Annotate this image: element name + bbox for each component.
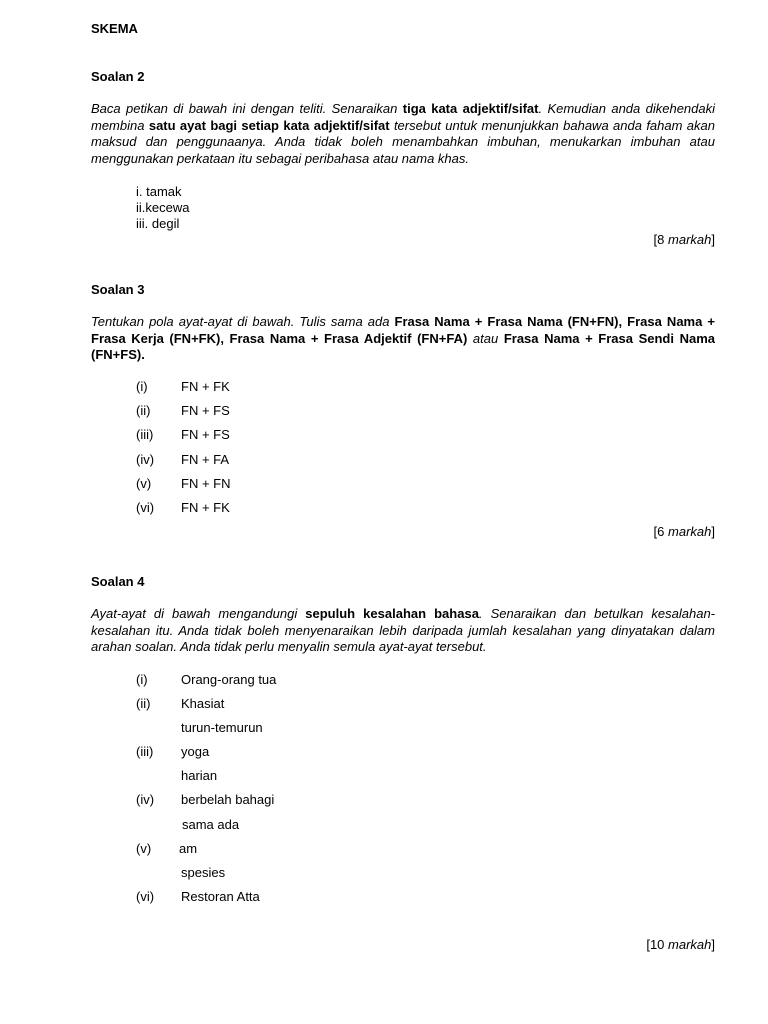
marks-word: markah bbox=[668, 232, 712, 247]
q4-title: Soalan 4 bbox=[91, 574, 145, 589]
q3-item-answer: FN + FN bbox=[181, 476, 231, 491]
q2-item: iii. degil bbox=[136, 216, 180, 231]
marks-close: ] bbox=[711, 937, 715, 952]
q2-marks bbox=[654, 232, 715, 248]
q4-answer: am bbox=[179, 841, 198, 856]
q3-marks bbox=[654, 524, 715, 540]
q2-instr-bold-2: satu ayat bagi setiap kata adjektif/sifat bbox=[148, 117, 390, 133]
marks-open: [10 bbox=[646, 937, 669, 952]
q4-answer: sama ada bbox=[182, 817, 240, 832]
q4-answer: Khasiat bbox=[181, 696, 225, 711]
q4-answer: berbelah bahagi bbox=[181, 792, 275, 807]
q3-title: Soalan 3 bbox=[91, 282, 145, 297]
q4-answer: Orang-orang tua bbox=[181, 672, 277, 687]
q2-item: ii.kecewa bbox=[136, 200, 190, 215]
q4-answer: turun-temurun bbox=[181, 720, 263, 735]
q2-title: Soalan 2 bbox=[91, 69, 145, 84]
q4-answer: harian bbox=[181, 768, 218, 783]
q3-item-answer: FN + FS bbox=[181, 403, 230, 418]
q3-instr-text-1: Tentukan pola ayat-ayat di bawah. Tulis sama ada bbox=[91, 314, 395, 329]
marks-word: markah bbox=[668, 524, 712, 539]
q4-answer: spesies bbox=[181, 865, 226, 880]
q4-answer: Restoran Atta bbox=[181, 889, 260, 904]
q3-instr-bold-2: Frasa Nama + Frasa Sendi Nama (FN+FS). bbox=[91, 330, 715, 362]
marks-close: ] bbox=[711, 232, 715, 247]
q4-instructions bbox=[91, 606, 715, 656]
marks-close: ] bbox=[711, 524, 715, 539]
q4-marks bbox=[646, 937, 715, 953]
q2-instructions bbox=[91, 101, 715, 167]
q4-item-number: (vi) bbox=[136, 889, 155, 904]
q3-instr-text-2: atau bbox=[467, 330, 504, 346]
q2-instr-text-1: Baca petikan di bawah ini dengan teliti. Senaraikan bbox=[91, 101, 403, 116]
q2-item: i. tamak bbox=[136, 184, 182, 199]
q3-item-number: (v) bbox=[136, 476, 152, 491]
q4-instr-text-1: Ayat-ayat di bawah mengandungi bbox=[91, 606, 306, 621]
q3-item-number: (iv) bbox=[136, 452, 155, 467]
q4-item-number: (i) bbox=[136, 672, 148, 687]
q3-item-answer: FN + FK bbox=[181, 500, 230, 515]
q4-item-number: (ii) bbox=[136, 696, 151, 711]
q3-item-number: (ii) bbox=[136, 403, 151, 418]
q3-item-number: (iii) bbox=[136, 427, 154, 442]
q3-item-answer: FN + FK bbox=[181, 379, 230, 394]
document-title: SKEMA bbox=[91, 21, 138, 36]
q4-item-number: (iii) bbox=[136, 744, 154, 759]
q2-instr-bold-1: tiga kata adjektif/sifat bbox=[402, 101, 539, 116]
q4-item-number: (v) bbox=[136, 841, 152, 856]
q3-item-number: (i) bbox=[136, 379, 148, 394]
q4-instr-text-2: . Senaraikan dan betulkan kesalahan-kesalahan itu. Anda tidak boleh menyenaraikan lebih daripada jumlah kesalahan yang dinyatakan dalam arahan soalan. Anda tidak perlu menyalin semula ayat-ayat tersebut. bbox=[91, 606, 715, 654]
q3-instr-bold-1: Frasa Nama + Frasa Nama (FN+FN), Frasa Nama + Frasa Kerja (FN+FK), Frasa Nama + Frasa Adjektif (FN+FA) bbox=[91, 314, 715, 346]
q3-instructions bbox=[91, 314, 715, 364]
q4-answer: yoga bbox=[181, 744, 210, 759]
q2-instr-text-2: . Kemudian anda dikehendaki membina bbox=[91, 101, 716, 133]
marks-open: [8 bbox=[653, 232, 669, 247]
q2-instr-text-3: tersebut untuk menunjukkan bahawa anda faham akan maksud dan penggunaanya. Anda tidak boleh menambahkan imbuhan, menukarkan imbuhan atau menggunakan perkataan itu sebagai peribahasa atau nama khas. bbox=[91, 117, 715, 166]
q3-item-answer: FN + FA bbox=[181, 452, 230, 467]
marks-open: [6 bbox=[653, 524, 669, 539]
q4-instr-bold-1: sepuluh kesalahan bahasa bbox=[305, 606, 479, 621]
marks-word: markah bbox=[668, 937, 712, 952]
q3-item-answer: FN + FS bbox=[181, 427, 230, 442]
q4-item-number: (iv) bbox=[136, 792, 155, 807]
q3-item-number: (vi) bbox=[136, 500, 155, 515]
